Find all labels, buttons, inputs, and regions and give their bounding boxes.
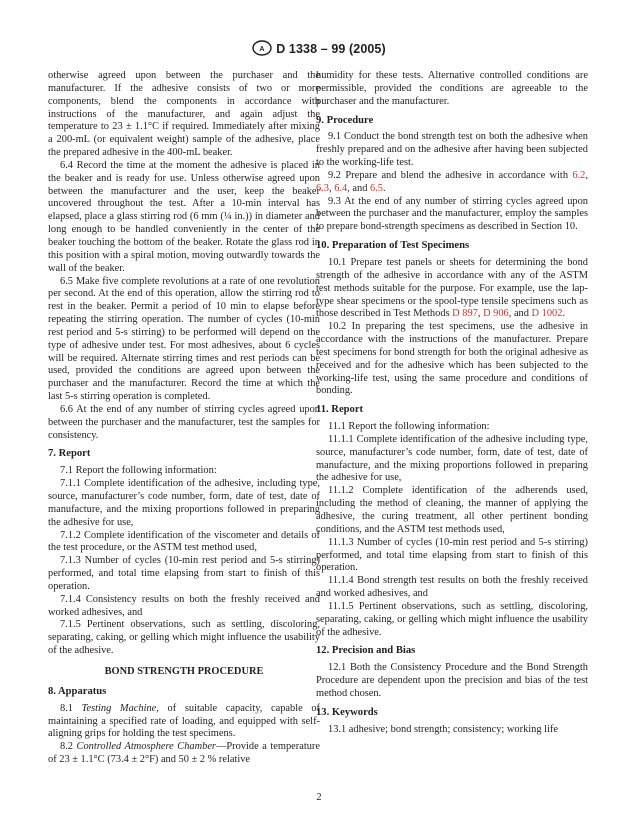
link-6-5[interactable]: 6.5	[370, 182, 383, 194]
link-6-2[interactable]: 6.2	[572, 169, 586, 181]
section-heading-keywords: 13. Keywords	[316, 706, 378, 718]
paragraph-11-1-2: 11.1.2 Complete identification of the adherends used, including the method of cleaning, the manner of applying the adhesive, the curing treatment, all other pertinent bonding conditions, and the ASTM test methods used,	[316, 485, 588, 535]
paragraph-11-1-1: 11.1.1 Complete identification of the adhesive including type, source, manufacturer’s code number, form, date of test, date of manufacture, and the mixing proportions followed in preparing the adhesive for use,	[316, 433, 588, 484]
paragraph-7-1: 7.1 Report the following information:	[60, 465, 217, 477]
paragraph-6-5: 6.5 Make five complete revolutions at a rate of one revolution per second. At the end of this operation, allow the stirring rod to rest in the beaker. Permit a period of 10 min to elapse before repeating the stirring operation. The number of cycles (10-min rest period and 5-s stirring) to be performed will depend on the type of adhesive under test. For most adhesives, about 6 cycles will be required. Alternate stirring times and rest periods can be used, provided the conditions are agreed upon between the purchaser and the manufacturer. Record the time at which the last 5-s stirring operation is completed.	[48, 275, 320, 403]
paragraph: otherwise agreed upon between the purchaser and the manufacturer. If the adhesive consists of two or more components, blend the components in accordance with instructions of the manufacturer, and again adjust the temperature to 23 ± 1.1°C if required. Immediately after mixing a 200-mL (or equivalent weight) sample of the adhesive, place the prepared adhesive in the 400-mL beaker.	[48, 70, 320, 159]
paragraph-9-1: 9.1 Conduct the bond strength test on both the adhesive when freshly prepared and on the adhesive after having been subjected to the working-life test.	[316, 131, 588, 169]
paragraph-7-1-2: 7.1.2 Complete identification of the viscometer and details of the test procedure, or the ASTM test method used,	[48, 529, 320, 554]
paragraph-9-2: 9.2 Prepare and blend the adhesive in accordance with 6.2, 6.3, 6.4, and 6.5.	[316, 169, 588, 194]
paragraph-11-1-5: 11.1.5 Pertinent observations, such as settling, discoloring, separating, caking, or gelling which might influence the usability of the adhesive.	[316, 600, 588, 638]
section-heading-report: 7. Report	[48, 448, 91, 460]
section-heading-apparatus: 8. Apparatus	[48, 685, 107, 697]
astm-logo-icon	[252, 40, 272, 59]
link-6-4[interactable]: 6.4	[334, 182, 348, 194]
section-heading-procedure: 9. Procedure	[316, 114, 374, 126]
paragraph-8-1: 8.1 Testing Machine, of suitable capacity, capable of maintaining a specified rate of loading, and equipped with self-aligning grips for holding the test specimens.	[48, 702, 320, 740]
paragraph-6-6: 6.6 At the end of any number of stirring cycles agreed upon between the purchaser and the manufacturer, test the samples for consistency.	[48, 403, 320, 441]
paragraph-10-2: 10.2 In preparing the test specimens, use the adhesive in accordance with the instructions of the manufacturer. Prepare test specimens for bond strength for both the original adhesive as received and for the adhesive which has been subjected to the working-life test, using the same procedure and conditions of bonding.	[316, 321, 588, 397]
paragraph-13-1: 13.1 adhesive; bond strength; consistency; working life	[328, 723, 558, 735]
document-designation: D 1338 – 99 (2005)	[276, 41, 386, 56]
paragraph: humidity for these tests. Alternative controlled conditions are permissible, provided the conditions are agreeable to the purchaser and the manufacturer.	[316, 70, 588, 107]
link-d897[interactable]: D 897	[452, 308, 478, 320]
link-d1002[interactable]: D 1002	[531, 308, 563, 320]
link-6-3[interactable]: 6.3	[316, 182, 329, 194]
paragraph-7-1-5: 7.1.5 Pertinent observations, such as settling, discoloring, separating, caking, or gelling which might influence the usability of the adhesive.	[48, 619, 320, 657]
paragraph-12-1: 12.1 Both the Consistency Procedure and the Bond Strength Procedure are dependent upon the precision and bias of the test method chosen.	[316, 662, 588, 699]
paragraph-9-3: 9.3 At the end of any number of stirring cycles agreed upon between the purchaser and the manufacturer, employ the samples to prepare bond-strength specimens as described in Section 10.	[316, 195, 588, 233]
paragraph-7-1-3: 7.1.3 Number of cycles (10-min rest period and 5-s stirring) performed, and total time elapsing from start to finish of this operation.	[48, 555, 320, 592]
paragraph-11-1-4: 11.1.4 Bond strength test results on both the freshly received and worked adhesives, and	[316, 575, 588, 600]
paragraph-7-1-4: 7.1.4 Consistency results on both the freshly received and worked adhesives, and	[48, 593, 320, 618]
procedure-subheading: BOND STRENGTH PROCEDURE	[104, 665, 264, 677]
paragraph-7-1-1: 7.1.1 Complete identification of the adhesive, including type, source, manufacturer’s code number, form, date of test, date of manufacture, and the mixing proportions followed in preparing the adhesive for use,	[48, 478, 320, 528]
page-number: 2	[316, 792, 322, 803]
page-header	[0, 40, 638, 59]
svg-text:A: A	[259, 46, 265, 53]
paragraph-6-4: 6.4 Record the time at the moment the adhesive is placed in the beaker and is ready for use. Unless otherwise agreed upon between the manufacturer and the user, keep the beaker uncovered throughout the test. After a 10-min interval has elapsed, place a glass stirring rod (6 mm (¼ in.)) in diameter and long enough to be handled conveniently in the center of the beaker touching the bottom of the beaker. Rotate the glass rod in this position with a spiral motion, moving outwardly towards the wall of the beaker.	[48, 159, 320, 274]
link-d906[interactable]: D 906	[483, 308, 509, 320]
right-column	[316, 70, 588, 737]
paragraph-11-1-3: 11.1.3 Number of cycles (10-min rest period and 5-s stirring) performed, and total time elapsing from start to finish of this operation.	[316, 536, 588, 574]
section-heading-report-11: 11. Report	[316, 404, 364, 416]
paragraph-10-1: 10.1 Prepare test panels or sheets for determining the bond strength of the adhesive in accordance with any of the ASTM test methods suitable for the purpose. For example, use the lap-type shear specimens or the spool-type tensile specimens such as those described in Test Methods D 897, D 906, and D 1002.	[316, 256, 588, 320]
paragraph-8-2: 8.2 Controlled Atmosphere Chamber—Provide a temperature of 23 ± 1.1°C (73.4 ± 2°F) and 50 ± 2 % relative	[48, 741, 320, 766]
section-heading-precision: 12. Precision and Bias	[316, 645, 416, 657]
section-heading-preparation: 10. Preparation of Test Specimens	[316, 240, 470, 252]
left-column	[48, 70, 320, 767]
paragraph-11-1: 11.1 Report the following information:	[328, 421, 490, 433]
